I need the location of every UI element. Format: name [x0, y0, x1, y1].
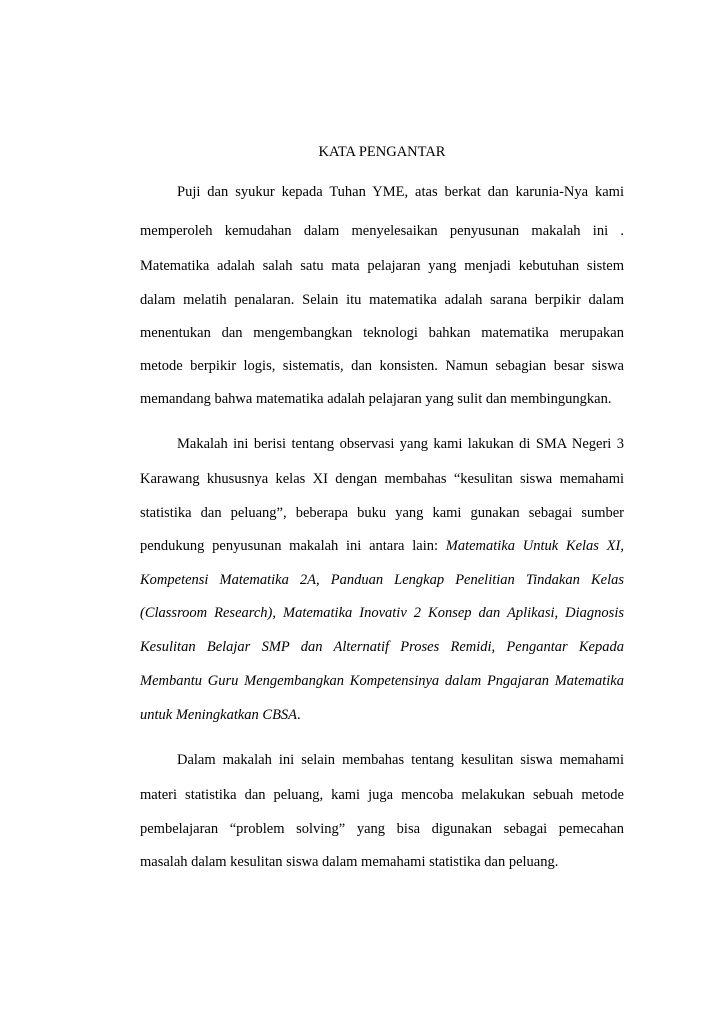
- paragraph-1-line-4: dalam melatih penalaran. Selain itu matematika adalah sarana berpikir dalam: [140, 292, 624, 308]
- paragraph-3-line-2: materi statistika dan peluang, kami juga mencoba melakukan sebuah metode: [140, 787, 624, 803]
- paragraph-2-line-8: [140, 672, 624, 690]
- paragraph-2-line-5: [140, 571, 624, 589]
- paragraph-1-line-2: memperoleh kemudahan dalam menyelesaikan penyusunan makalah ini .: [140, 223, 624, 239]
- paragraph-1-line-6: metode berpikir logis, sistematis, dan konsisten. Namun sebagian besar siswa: [140, 358, 624, 374]
- paragraph-3-line-4: masalah dalam kesulitan siswa dalam memahami statistika dan peluang.: [140, 854, 559, 870]
- paragraph-1-line-3: Matematika adalah salah satu mata pelajaran yang menjadi kebutuhan sistem: [140, 258, 624, 274]
- paragraph-1-line-7: memandang bahwa matematika adalah pelajaran yang sulit dan membingungkan.: [140, 391, 612, 407]
- paragraph-1-line-1: Puji dan syukur kepada Tuhan YME, atas berkat dan karunia-Nya kami: [177, 184, 624, 200]
- book-titles-3: (Classroom Research), Matematika Inovativ 2 Konsep dan Aplikasi, Diagnosis: [140, 605, 624, 621]
- page-title: KATA PENGANTAR: [318, 144, 446, 160]
- book-titles-4: Kesulitan Belajar SMP dan Alternatif Proses Remidi, Pengantar Kepada: [140, 639, 624, 655]
- paragraph-3-line-1: Dalam makalah ini selain membahas tentang kesulitan siswa memahami: [177, 752, 624, 768]
- paragraph-2-line-9: [140, 706, 624, 724]
- paragraph-2-line-4-text: pendukung penyusunan makalah ini antara lain:: [140, 538, 446, 554]
- paragraph-2-end-period: .: [297, 707, 301, 723]
- book-titles-2: Kompetensi Matematika 2A, Panduan Lengkap Penelitian Tindakan Kelas: [140, 572, 624, 588]
- book-title-1: Matematika Untuk Kelas XI,: [445, 538, 624, 554]
- paragraph-2-line-6: [140, 604, 624, 622]
- document-page: [140, 0, 624, 1030]
- book-titles-5: Membantu Guru Mengembangkan Kompetensinya dalam Pngajaran Matematika: [140, 673, 624, 689]
- paragraph-3-line-3: pembelajaran “problem solving” yang bisa digunakan sebagai pemecahan: [140, 821, 624, 837]
- paragraph-2-line-7: [140, 638, 624, 656]
- paragraph-1-line-5: menentukan dan mengembangkan teknologi bahkan matematika merupakan: [140, 325, 624, 341]
- book-titles-6: untuk Meningkatkan CBSA: [140, 707, 298, 723]
- paragraph-2-line-3: statistika dan peluang”, beberapa buku yang kami gunakan sebagai sumber: [140, 505, 624, 521]
- paragraph-2-line-4: [140, 537, 624, 555]
- paragraph-2-line-1: Makalah ini berisi tentang observasi yang kami lakukan di SMA Negeri 3: [177, 436, 624, 452]
- paragraph-2-line-2: Karawang khususnya kelas XI dengan membahas “kesulitan siswa memahami: [140, 471, 624, 487]
